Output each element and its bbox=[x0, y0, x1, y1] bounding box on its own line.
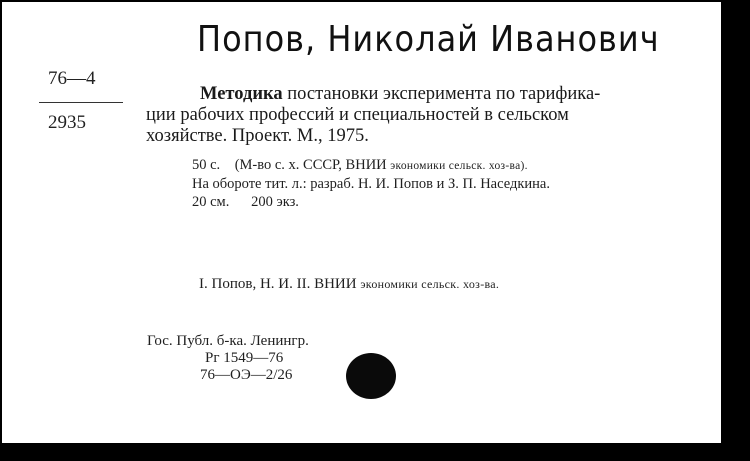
details-line-3 bbox=[192, 193, 717, 211]
scan-border-bottom bbox=[0, 443, 750, 461]
call-number-bottom: 2935 bbox=[48, 112, 86, 133]
handwritten-author-name: Попов, Николай Иванович bbox=[197, 18, 660, 60]
size: 20 см. bbox=[192, 194, 230, 210]
tracings bbox=[199, 276, 499, 293]
details-line-1 bbox=[192, 156, 717, 175]
holding-line-2: Рг 1549—76 bbox=[205, 350, 284, 366]
tracing-small: экономики сельск. хоз-ва. bbox=[360, 277, 500, 291]
details-note: На обороте тит. л.: разраб. Н. И. Попов и З. П. Наседкина. bbox=[192, 176, 550, 192]
punch-hole bbox=[346, 353, 396, 399]
entry-line-1-rest: постановки эксперимента по тарифика- bbox=[287, 84, 601, 104]
publisher-small: экономики сельск. хоз-ва). bbox=[390, 160, 528, 172]
scan-border-right bbox=[721, 0, 750, 461]
call-number-divider bbox=[39, 102, 123, 103]
copies: 200 экз. bbox=[251, 194, 299, 210]
publisher-open: (М-во с. х. СССР, ВНИИ bbox=[234, 157, 387, 173]
holding-info bbox=[147, 333, 309, 384]
entry-line-3: хозяйстве. Проект. М., 1975. bbox=[146, 126, 369, 146]
tracing-main: I. Попов, Н. И. II. ВНИИ bbox=[199, 276, 357, 292]
holding-library: Гос. Публ. б-ка. Ленингр. bbox=[147, 333, 309, 349]
entry-title: Методика bbox=[200, 84, 283, 104]
pages: 50 с. bbox=[192, 157, 221, 173]
entry-line-1 bbox=[146, 84, 716, 105]
entry-line-2: ции рабочих профессий и специальностей в сельском bbox=[146, 105, 569, 125]
physical-description bbox=[192, 156, 717, 211]
call-number-top: 76—4 bbox=[48, 68, 96, 89]
bibliographic-entry bbox=[146, 84, 716, 147]
holding-line-3: 76—ОЭ—2/26 bbox=[200, 367, 293, 383]
